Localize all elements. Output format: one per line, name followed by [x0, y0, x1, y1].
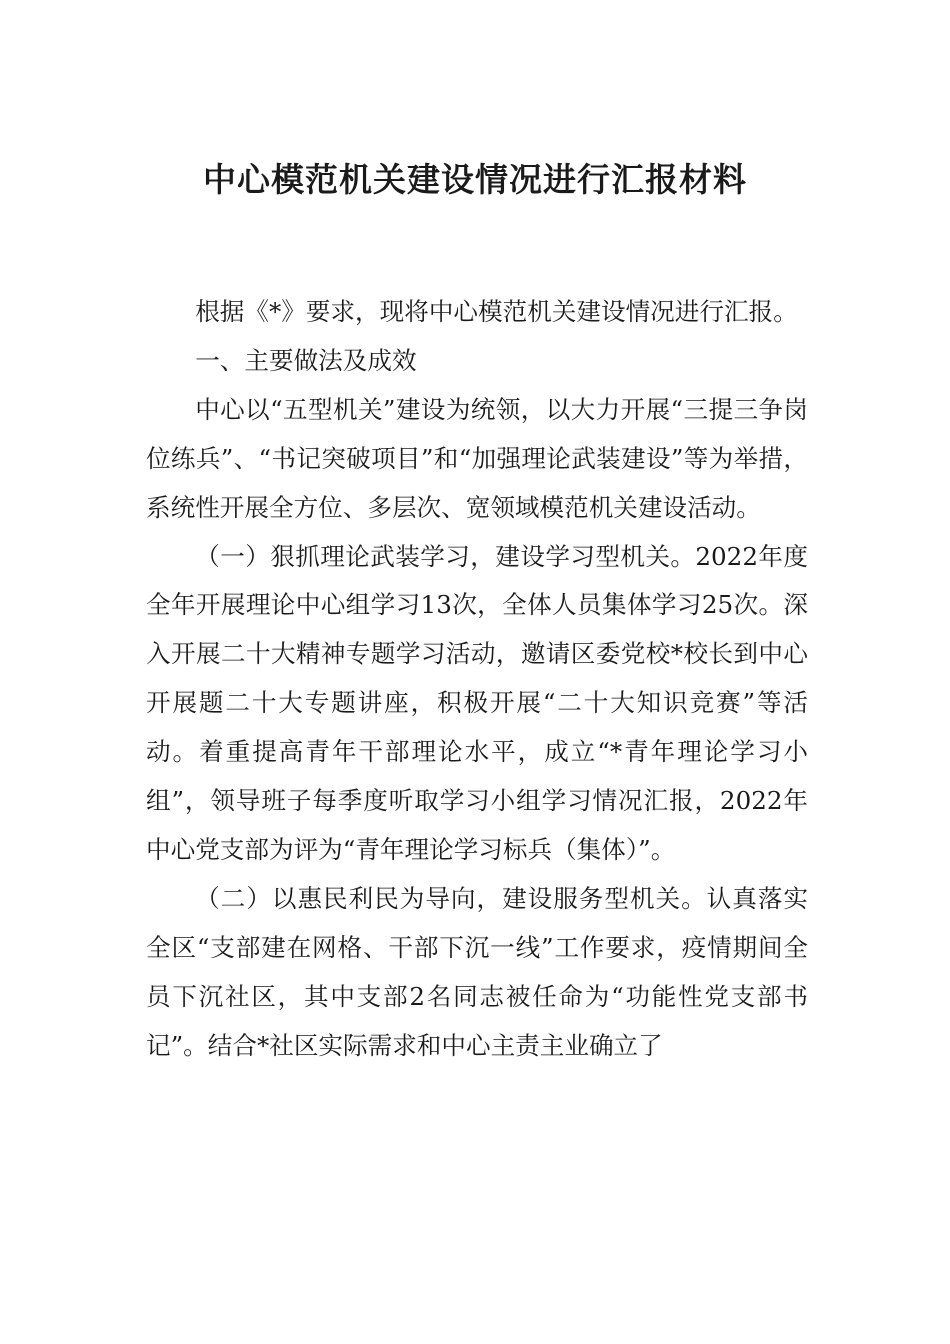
- paragraph-learning-organ: （一）狠抓理论武装学习，建设学习型机关。2022年度全年开展理论中心组学习13次，全体人员集体学习25次。深入开展二十大精神专题学习活动，邀请区委党校*校长到中心开展题二十大专题讲座，积极开展“二十大知识竞赛”等活动。着重提高青年干部理论水平，成立“*青年理论学习小组”，领导班子每季度听取学习小组学习情况汇报，2022年中心党支部为评为“青年理论学习标兵（集体）”。: [146, 541, 808, 864]
- document-body: [146, 288, 808, 1071]
- section-heading-main-practices: 一、主要做法及成效: [195, 345, 417, 375]
- document-title: 中心模范机关建设情况进行汇报材料: [203, 160, 747, 199]
- paragraph-overview: 中心以“五型机关”建设为统领，以大力开展“三提三争岗位练兵”、“书记突破项目”和“加强理论武装建设”等为举措，系统性开展全方位、多层次、宽领域模范机关建设活动。: [146, 394, 808, 522]
- paragraph-service-organ: （二）以惠民利民为导向，建设服务型机关。认真落实全区“支部建在网格、干部下沉一线”工作要求，疫情期间全员下沉社区，其中支部2名同志被任命为“功能性党支部书记”。结合*社区实际需求和中心主责主业确立了: [146, 883, 808, 1060]
- paragraph-intro: 根据《*》要求，现将中心模范机关建设情况进行汇报。: [195, 297, 798, 326]
